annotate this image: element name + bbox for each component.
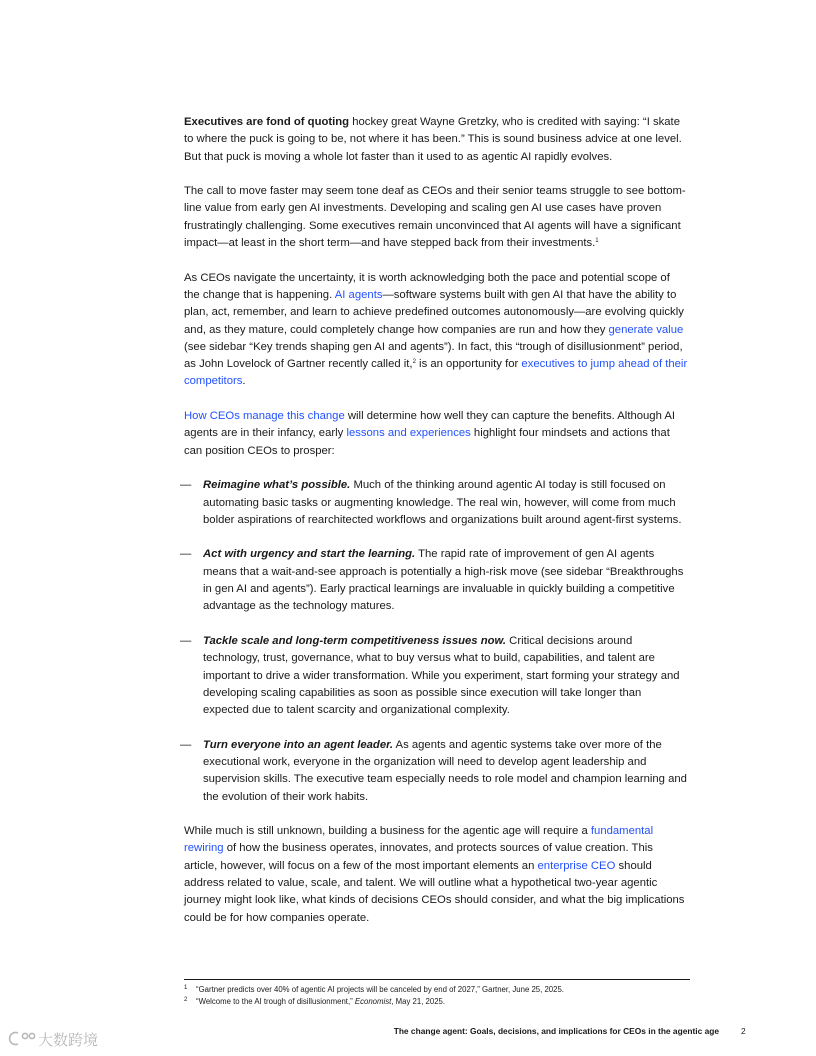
dash-bullet: — [180,479,192,492]
paragraph-call-to-move [184,183,688,252]
mindset-text: As agents and agentic systems take over more of the executional work, everyone in the organization will need to develop agent leadership and supervision skills. The executive team especially needs to role model and champion learning and the evolution of their work habits. [203,738,687,803]
paragraph-text: —software systems built with gen AI that have the ability to plan, act, remember, and learn to achieve predefined outcomes autonomously—are evolving quickly and, as they mature, could completely change how companies are run and how they [184,288,684,336]
link-ai-agents[interactable]: AI agents [334,288,383,301]
mindset-text: Critical decisions around technology, trust, governance, what to buy versus what to build, capabilities, and talent are important to drive a wider transformation. While you experiment, start forming your strategy and developing scaling capabilities as soon as possible since execution will take longer than expected due to talent scarcity and organizational complexity. [203,634,680,717]
link-enterprise-ceo[interactable]: enterprise CEO [537,859,616,872]
watermark-logo [8,1028,108,1050]
footnote-divider [184,979,690,980]
footnote-number: 2 [184,996,188,1003]
link-generate-value[interactable]: generate value [608,323,684,336]
mindset-text: Much of the thinking around agentic AI today is still focused on automating basic tasks or augmenting knowledge. The real win, however, will come from much bolder aspirations of rearchitected workflows and organizations built around agent-first systems. [203,479,682,526]
footnote-text: , May 21, 2025. [391,996,446,1006]
paragraph-text: of how the business operates, innovates, and protects sources of value creation. This article, however, will focus on a few of the most important elements an [184,842,653,872]
paragraph-ceos-navigate [184,270,688,391]
paragraph-text: highlight four mindsets and actions that can position CEOs to prosper: [184,427,670,457]
footnote-1 [184,984,704,996]
page-number: 2 [741,1026,746,1036]
lead-in: Executives are fond of quoting [184,116,350,128]
mindset-item [180,737,688,806]
footnote-ref-1[interactable]: 1 [595,238,599,245]
mindset-label: Act with urgency and start the learning. [203,548,416,561]
paragraph-how-ceos-manage [184,408,688,460]
footnote-number: 1 [184,985,188,991]
paragraph-text: (see sidebar “Key trends shaping gen AI and agents”). In fact, this “trough of disillusionment” period, as John Lovelock of Gartner recently called it, [184,340,683,371]
footnote-2 [184,996,704,1008]
paragraph-conclusion [184,823,688,927]
footnote-text: “Gartner predicts over 40% of agentic AI projects will be canceled by end of 2027,” Gartner, June 25, 2025. [196,985,564,994]
link-lessons-experiences[interactable]: lessons and experiences [346,427,471,440]
footnote-text: “Welcome to the AI trough of disillusionment,” [196,996,355,1006]
link-how-ceos-manage[interactable]: How CEOs manage this change [184,410,345,423]
paragraph-text: is an opportunity for [415,358,522,371]
paragraph-intro [184,114,688,166]
paragraph-text: As CEOs navigate the uncertainty, it is worth acknowledging both the pace and potential scope of the change that is happening. [184,271,670,301]
mindset-item [180,633,688,719]
mindset-label: Turn everyone into an agent leader. [203,738,394,751]
mindset-text: The rapid rate of improvement of gen AI agents means that a wait-and-see approach is potentially a high-risk move (see sidebar “Breakthroughs in gen AI and agents”). Early practical learnings are invaluable in quickly building a competitive advantage as the technology matures. [203,548,684,613]
footnote-source: Economist [354,996,392,1006]
mindset-label: Tackle scale and long-term competitiveness issues now. [203,634,507,647]
footer-title: The change agent: Goals, decisions, and implications for CEOs in the agentic age [393,1026,719,1036]
mindset-label: Reimagine what’s possible. [203,479,351,492]
paragraph-text: The call to move faster may seem tone deaf as CEOs and their senior teams struggle to see bottom-line value from early gen AI investments. Developing and scaling gen AI use cases have proven frustratingly challenging. Some executives remain unconvinced that AI agents will have a significant impact—at least in the short term—and have stepped back from their investments. [184,185,686,250]
dash-bullet: — [180,634,192,647]
watermark-icon [10,1033,35,1045]
mindset-item [180,477,688,529]
article-body [180,114,688,944]
footnotes [184,984,704,1007]
paragraph-text: will determine how well they can capture the benefits. Although AI agents are in their infancy, early [184,410,676,440]
paragraph-text: hockey great Wayne Gretzky, who is credited with saying: “I skate to where the puck is going to be, not where it has been.” This is sound business advice at one level. But that puck is moving a whole lot faster than it used to as agentic AI rapidly evolves. [184,116,682,163]
link-fundamental-rewiring[interactable]: fundamental rewiring [184,825,654,855]
mindsets-list [180,477,688,806]
dash-bullet: — [180,738,192,751]
dash-bullet: — [180,548,192,561]
paragraph-text: . [242,375,246,388]
paragraph-text: While much is still unknown, building a business for the agentic age will require a [184,825,591,838]
paragraph-text: should address related to value, scale, and talent. We will outline what a hypothetical two-year agentic journey might look like, what kinds of decisions CEOs should consider, and what the big implications could be for how companies operate. [184,859,685,924]
footnote-ref-2[interactable]: 2 [412,359,416,366]
link-executives-jump-ahead[interactable]: executives to jump ahead of their competitors [184,358,688,388]
mindset-item [180,546,688,615]
watermark-text: 大数跨境 [38,1031,99,1049]
